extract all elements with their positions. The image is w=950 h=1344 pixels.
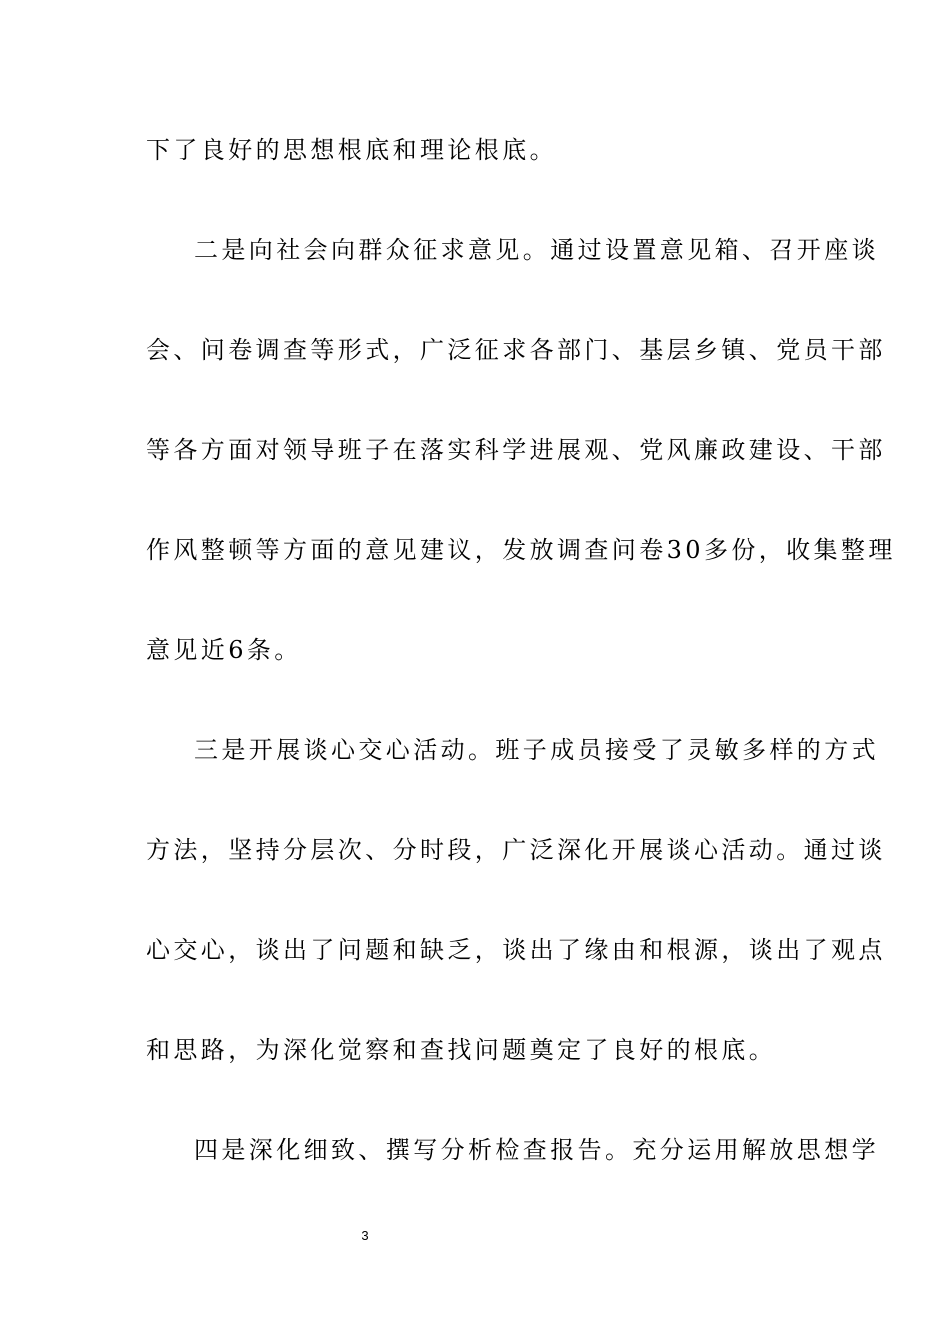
text-line-4: 等各方面对领导班子在落实科学进展观、党风廉政建设、干部	[146, 436, 886, 464]
text-line-9: 心交心，谈出了问题和缺乏，谈出了缘由和根源，谈出了观点	[146, 936, 886, 964]
text-line-3: 会、问卷调查等形式，广泛征求各部门、基层乡镇、党员干部	[146, 336, 886, 364]
text-line-11: 四是深化细致、撰写分析检查报告。充分运用解放思想学	[194, 1136, 879, 1164]
text-line-6: 意见近6条。	[146, 636, 302, 664]
text-line-1: 下了良好的思想根底和理论根底。	[146, 136, 557, 164]
text-line-7: 三是开展谈心交心活动。班子成员接受了灵敏多样的方式	[194, 736, 879, 764]
text-line-5: 作风整顿等方面的意见建议，发放调查问卷30多份，收集整理	[146, 536, 896, 564]
text-line-2: 二是向社会向群众征求意见。通过设置意见箱、召开座谈	[194, 236, 879, 264]
text-line-8: 方法，坚持分层次、分时段，广泛深化开展谈心活动。通过谈	[146, 836, 886, 864]
page-number: 3	[361, 1228, 369, 1243]
text-line-10: 和思路，为深化觉察和查找问题奠定了良好的根底。	[146, 1036, 777, 1064]
